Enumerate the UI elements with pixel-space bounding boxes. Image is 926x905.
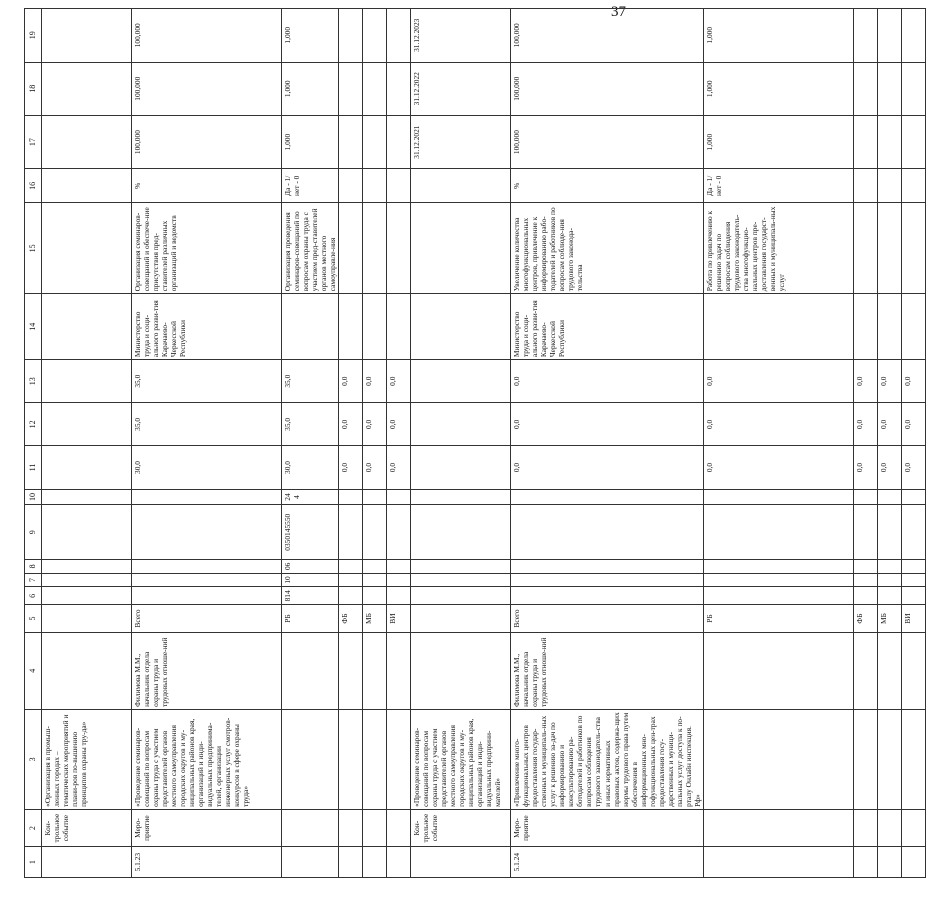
table-cell (877, 573, 901, 587)
table-cell (42, 62, 132, 115)
table-row (411, 9, 511, 878)
table-cell: 31.12.2022 (411, 62, 511, 115)
table-cell (339, 573, 363, 587)
table-cell (901, 489, 925, 505)
table-cell: «Проведение семинаров-совещаний по вопросам охраны труда с участием представителей органов местного самоуправления городских округов и му-ниципальных районов края, организаций и инди-видуальных предприни-мателей» (411, 709, 511, 809)
table-cell (42, 9, 132, 63)
table-cell (411, 587, 511, 605)
table-cell (132, 573, 282, 587)
column-header: 17 (25, 115, 42, 168)
table-cell (363, 9, 387, 63)
table-row (339, 9, 363, 878)
table-cell: МБ (877, 605, 901, 632)
table-cell (339, 560, 363, 574)
table-cell: Всего (511, 605, 704, 632)
table-cell (42, 605, 132, 632)
table-cell: Да - 1/ нет - 0 (703, 169, 853, 203)
table-cell: 0,0 (853, 360, 877, 403)
table-cell (853, 560, 877, 574)
table-cell (877, 9, 901, 63)
table-cell (411, 446, 511, 489)
table-cell (411, 360, 511, 403)
table-cell (363, 505, 387, 560)
page-number: 37 (611, 4, 626, 20)
table-cell: 0,0 (339, 403, 363, 446)
table-cell: 0,0 (853, 446, 877, 489)
table-cell (703, 573, 853, 587)
rotated-table-wrapper (24, 8, 912, 878)
table-cell (901, 203, 925, 294)
table-cell (387, 573, 411, 587)
table-cell: ФБ (853, 605, 877, 632)
table-cell (132, 505, 282, 560)
table-cell: 0,0 (387, 403, 411, 446)
table-row (42, 9, 132, 878)
table-row (511, 9, 704, 878)
table-cell (387, 809, 411, 846)
table-cell: 100,000 (511, 9, 704, 63)
column-header: 6 (25, 587, 42, 605)
column-header: 13 (25, 360, 42, 403)
table-cell (703, 505, 853, 560)
table-cell (363, 115, 387, 168)
table-cell (901, 9, 925, 63)
table-cell (703, 847, 853, 878)
table-cell: 1,000 (282, 9, 339, 63)
table-cell: 244 (282, 489, 339, 505)
table-cell (511, 489, 704, 505)
table-cell (411, 403, 511, 446)
table-cell (511, 560, 704, 574)
table-cell (387, 847, 411, 878)
table-cell (901, 632, 925, 709)
table-cell: 0,0 (363, 403, 387, 446)
table-cell: 35,0 (282, 403, 339, 446)
table-cell: ВИ (387, 605, 411, 632)
column-header: 9 (25, 505, 42, 560)
table-cell: Увеличение количества многофункциональных центров, привлечение к информированию рабо-тодателей и работников по вопросам соблюде-ния трудового законода-тельства (511, 203, 704, 294)
table-cell (339, 847, 363, 878)
table-cell (363, 632, 387, 709)
table-cell: 0,0 (511, 446, 704, 489)
table-cell (901, 587, 925, 605)
table-cell (703, 587, 853, 605)
table-cell (411, 294, 511, 360)
table-cell: РБ (703, 605, 853, 632)
table-cell: 10 (282, 573, 339, 587)
table-cell (363, 294, 387, 360)
table-cell (363, 847, 387, 878)
table-cell: 0350145550 (282, 505, 339, 560)
table-cell (853, 505, 877, 560)
table-cell (387, 632, 411, 709)
table-cell (339, 489, 363, 505)
table-cell (282, 632, 339, 709)
table-cell: 0,0 (901, 403, 925, 446)
table-cell (282, 294, 339, 360)
table-cell (387, 709, 411, 809)
table-cell (877, 809, 901, 846)
table-row (363, 9, 387, 878)
table-cell (901, 62, 925, 115)
table-cell (132, 489, 282, 505)
table-cell: ВИ (901, 605, 925, 632)
table-cell: 0,0 (511, 403, 704, 446)
table-cell: 31.12.2023 (411, 9, 511, 63)
table-cell: 0,0 (853, 403, 877, 446)
table-cell: 30,0 (132, 446, 282, 489)
table-cell (387, 62, 411, 115)
table-cell (42, 203, 132, 294)
program-table (24, 8, 926, 878)
table-cell (703, 709, 853, 809)
table-cell (42, 115, 132, 168)
table-cell (877, 62, 901, 115)
table-cell (42, 573, 132, 587)
table-cell: Кон-трольное событие (42, 809, 132, 846)
column-header: 12 (25, 403, 42, 446)
table-cell: 0,0 (703, 446, 853, 489)
table-cell (877, 560, 901, 574)
table-cell (387, 505, 411, 560)
table-cell (387, 560, 411, 574)
table-cell (877, 587, 901, 605)
table-cell (411, 505, 511, 560)
table-cell (703, 632, 853, 709)
table-cell: Да - 1/ нет - 0 (282, 169, 339, 203)
table-cell: МБ (363, 605, 387, 632)
table-cell (853, 115, 877, 168)
table-cell (511, 505, 704, 560)
table-cell: «Привлечение много-функциональных центров предоставления государ-ственных и муниципаль-ных услуг к решению за-дач по информированию и консультированию ра-ботодателей и работников по вопросам соблюдения трудового законодатель-ства и иных нормативных правовых актов, содержа-щих нормы трудового права путем обеспечения в информационных мно-гофункциональных цен-трах предоставления госу-дарственных и муници-пальных услуг доступа к по-рталу Онлайн инспекция. Рф» (511, 709, 704, 809)
table-cell (901, 505, 925, 560)
column-header: 11 (25, 446, 42, 489)
table-cell (901, 169, 925, 203)
table-cell (511, 573, 704, 587)
table-cell: РБ (282, 605, 339, 632)
table-cell: «Проведение семинаров-совещаний по вопросам охраны труда с участием представителей органов местного самоуправления городских округов и му-ниципальных районов края, организаций и инди-видуальных предпринима-телей, организации инженерных услуг смотров-конкурсов в сфере охраны труда» (132, 709, 282, 809)
table-cell (363, 169, 387, 203)
table-cell: 0,0 (511, 360, 704, 403)
table-cell: 100,000 (132, 115, 282, 168)
table-cell (877, 115, 901, 168)
table-cell: Министерство труда и соци-ального разви-тия Карачаево-Черкесской Республики (132, 294, 282, 360)
table-cell: 06 (282, 560, 339, 574)
table-cell: Кон-трольное событие (411, 809, 511, 846)
table-cell (339, 9, 363, 63)
table-cell (411, 847, 511, 878)
table-cell (363, 560, 387, 574)
table-cell (853, 573, 877, 587)
table-cell (853, 169, 877, 203)
table-cell (411, 169, 511, 203)
table-cell (877, 203, 901, 294)
table-cell: 0,0 (901, 446, 925, 489)
table-cell (42, 505, 132, 560)
table-cell (339, 62, 363, 115)
table-cell: % (511, 169, 704, 203)
table-cell (877, 632, 901, 709)
column-header: 5 (25, 605, 42, 632)
table-cell (42, 446, 132, 489)
table-cell (363, 809, 387, 846)
table-cell: 0,0 (877, 403, 901, 446)
table-cell (877, 505, 901, 560)
table-cell: 100,000 (511, 115, 704, 168)
table-cell: 35,0 (132, 403, 282, 446)
table-cell (877, 709, 901, 809)
table-cell (877, 489, 901, 505)
table-cell: Меро-приятие (511, 809, 704, 846)
table-cell (901, 809, 925, 846)
table-cell (387, 203, 411, 294)
table-cell (42, 632, 132, 709)
table-cell: 35,0 (282, 360, 339, 403)
table-cell (853, 62, 877, 115)
table-cell: 100,000 (132, 9, 282, 63)
table-cell: 0,0 (339, 360, 363, 403)
table-cell (42, 847, 132, 878)
column-header: 4 (25, 632, 42, 709)
table-row (853, 9, 877, 878)
table-cell (387, 169, 411, 203)
table-cell: Министерство труда и соци-ального разви-тия Карачаево-Черкесской Республики (511, 294, 704, 360)
table-cell (42, 560, 132, 574)
table-cell (42, 294, 132, 360)
table-cell (853, 489, 877, 505)
table-cell (339, 709, 363, 809)
table-cell (901, 115, 925, 168)
header-row (25, 9, 42, 878)
table-cell: Меро-приятие (132, 809, 282, 846)
table-cell: Всего (132, 605, 282, 632)
column-header: 18 (25, 62, 42, 115)
table-cell (411, 632, 511, 709)
table-cell: 0,0 (363, 446, 387, 489)
table-cell (853, 809, 877, 846)
table-cell (42, 489, 132, 505)
table-cell (853, 587, 877, 605)
table-cell: 1,000 (703, 115, 853, 168)
table-cell (339, 203, 363, 294)
table-cell: Организация проведения семинаров-совещаний по вопросам охраны труда с участием пред-ставителей органов местного самоуправле-ния (282, 203, 339, 294)
table-cell (363, 709, 387, 809)
column-header: 15 (25, 203, 42, 294)
table-cell (132, 587, 282, 605)
table-cell (901, 560, 925, 574)
column-header: 3 (25, 709, 42, 809)
table-cell: % (132, 169, 282, 203)
table-cell: 1,000 (282, 62, 339, 115)
table-cell (877, 169, 901, 203)
table-cell (411, 489, 511, 505)
table-cell (901, 709, 925, 809)
table-cell: 0,0 (387, 360, 411, 403)
table-cell (901, 573, 925, 587)
table-cell: 0,0 (387, 446, 411, 489)
table-cell: 0,0 (877, 446, 901, 489)
table-row (132, 9, 282, 878)
table-cell (339, 632, 363, 709)
table-cell (853, 709, 877, 809)
table-cell: Филимова М.М., начальник отдела охраны труда и трудовых отноше-ний (132, 632, 282, 709)
table-cell (339, 587, 363, 605)
table-cell (282, 809, 339, 846)
table-cell (853, 294, 877, 360)
table-cell (282, 709, 339, 809)
table-cell (853, 203, 877, 294)
table-cell: 0,0 (703, 360, 853, 403)
table-cell (363, 587, 387, 605)
table-cell (363, 573, 387, 587)
table-cell (363, 62, 387, 115)
table-cell (387, 294, 411, 360)
table-cell: 5.1.24 (511, 847, 704, 878)
table-row (901, 9, 925, 878)
table-row (703, 9, 853, 878)
table-row (877, 9, 901, 878)
table-cell: 100,000 (132, 62, 282, 115)
table-cell: 100,000 (511, 62, 704, 115)
table-cell (877, 294, 901, 360)
table-cell (411, 560, 511, 574)
table-cell (387, 115, 411, 168)
table-cell (901, 847, 925, 878)
table-cell: 1,000 (282, 115, 339, 168)
column-header: 2 (25, 809, 42, 846)
column-header: 8 (25, 560, 42, 574)
table-cell: 0,0 (363, 360, 387, 403)
table-cell (411, 203, 511, 294)
table-cell: «Организация в промыш-ленных городах – тематических мероприятий и плани-ров по-вышению принципов охраны тру-да» (42, 709, 132, 809)
table-cell (363, 489, 387, 505)
table-cell (339, 294, 363, 360)
table-cell (282, 847, 339, 878)
table-cell: ФБ (339, 605, 363, 632)
table-cell (42, 587, 132, 605)
table-cell (387, 587, 411, 605)
column-header: 16 (25, 169, 42, 203)
table-cell: Организация семинаров-совещаний и обеспече-ние присутствия пред-ставителей различных организаций и ведомств (132, 203, 282, 294)
table-cell: 814 (282, 587, 339, 605)
column-header: 7 (25, 573, 42, 587)
table-cell: Филимова М.М., начальник отдела охраны труда и трудовых отноше-ний (511, 632, 704, 709)
table-cell: 0,0 (703, 403, 853, 446)
table-row (282, 9, 339, 878)
table-cell (387, 9, 411, 63)
table-cell (339, 505, 363, 560)
table-cell (132, 560, 282, 574)
table-cell (853, 632, 877, 709)
table-cell (363, 203, 387, 294)
table-cell (339, 169, 363, 203)
table-cell: 0,0 (339, 446, 363, 489)
table-cell (42, 360, 132, 403)
table-cell (411, 605, 511, 632)
table-cell: 30,0 (282, 446, 339, 489)
table-cell: 0,0 (877, 360, 901, 403)
table-cell (853, 9, 877, 63)
table-cell (853, 847, 877, 878)
column-header: 19 (25, 9, 42, 63)
table-cell: 1,000 (703, 9, 853, 63)
table-cell: 1,000 (703, 62, 853, 115)
table-row (387, 9, 411, 878)
table-cell (877, 847, 901, 878)
column-header: 10 (25, 489, 42, 505)
table-cell (703, 294, 853, 360)
table-cell (42, 403, 132, 446)
table-cell (339, 115, 363, 168)
table-cell (703, 809, 853, 846)
table-cell (387, 489, 411, 505)
table-cell (42, 169, 132, 203)
column-header: 14 (25, 294, 42, 360)
table-cell (339, 809, 363, 846)
table-cell (901, 294, 925, 360)
table-cell: 0,0 (901, 360, 925, 403)
table-cell: Работа по привлечению к решению задач по вопросам соблюдения трудового законодатель-ства многофункцио-нальных центров пре-доставления государст-венных и муниципаль-ных услуг (703, 203, 853, 294)
table-cell: 5.1.23 (132, 847, 282, 878)
table-cell (411, 573, 511, 587)
table-cell: 35,0 (132, 360, 282, 403)
table-cell (703, 489, 853, 505)
column-header: 1 (25, 847, 42, 878)
table-cell (703, 560, 853, 574)
table-cell (511, 587, 704, 605)
table-cell: 31.12.2021 (411, 115, 511, 168)
